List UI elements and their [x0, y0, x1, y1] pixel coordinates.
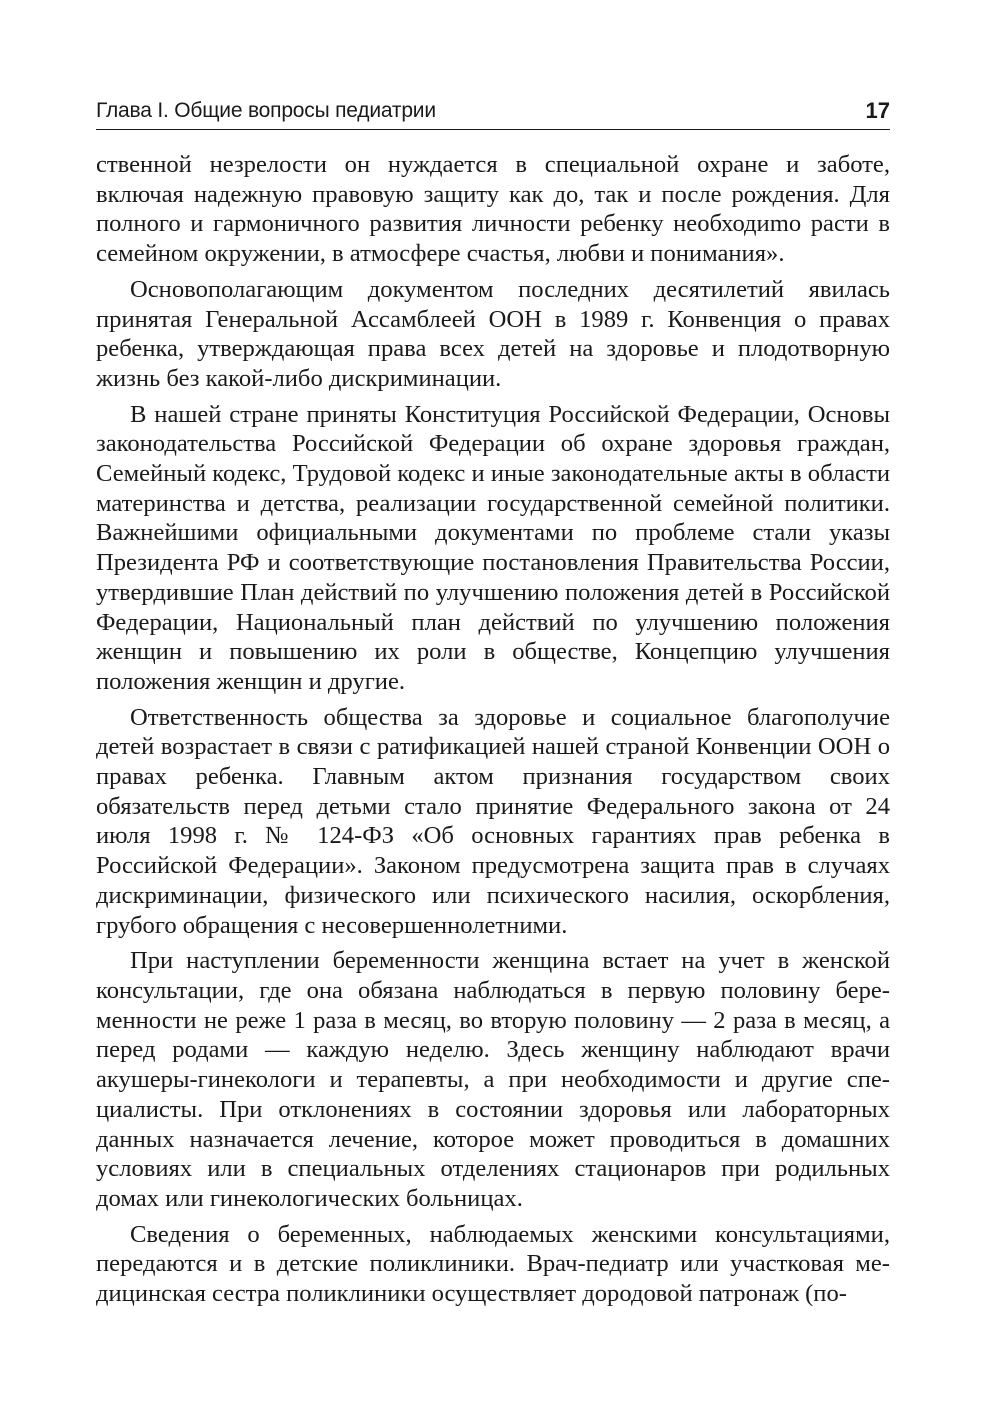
paragraph-information: Сведения о беременных, наблюдаемых женскими консультациями, передаются и в детские поликлиники. Врач-педиатр или участковая медицинская сестра поликлиники осуществляет дородовой патронаж (по- — [96, 1220, 890, 1308]
paragraph-continuation: ственной незрелости он нуждается в специальной охране и заботе, включая надежную правовую защиту как до, так и после рождения. Для полного и гармоничного развития личности ребенку необходиmо расти в семейном окружении, в атмосфере счастья, любви и понимания». — [96, 151, 890, 268]
paragraph-legislation: В нашей стране приняты Конституция Российской Федерации, Основы законодательства Российской Федерации об охране здоровья граждан, Семейный кодекс, Трудовой кодекс и иные законодательные акты в области материнства и детства, реализации государственной семейной политики. Важнейшими официальными документами по проблеме стали указы Президента РФ и соответствующие постановления Правительства России, утвердившие План действий по улучшению положения детей в Российской Федерации, Национальный план действий по улучшению положения женщин и повышению их роли в обществе, Концепцию улучшения положения женщин и другие. — [96, 400, 890, 695]
paragraph-convention: Основополагающим документом последних десятилетий явилась принятая Генеральной Ассамблеей ООН в 1989 г. Конвенция о правах ребенка, утверждающая права всех детей на здоровье и плодотворную жизнь без какой-либо дискриминации. — [96, 275, 890, 392]
page-number: 17 — [865, 98, 890, 123]
paragraph-pregnancy: При наступлении беременности женщина встает на учет в женской консультации, где она обязана наблюдаться в первую половину беременности не реже 1 раза в месяц, во вторую половину — 2 раза в месяц, а перед родами — каждую неделю. Здесь женщину наблюдают врачи акушеры-гинекологи и терапевты, а при необходимости и другие специалисты. При отклонениях в состоянии здоровья или лабораторных данных назначается лечение, которое может проводиться в домашних условиях или в специальных отделениях стационаров при родильных домах или гинекологических больницах. — [96, 947, 890, 1212]
body-text — [96, 150, 890, 1309]
chapter-title: Глава I. Общие вопросы педиатрии — [96, 99, 436, 122]
paragraph-responsibility: Ответственность общества за здоровье и социальное благополучие детей возрастает в связи с ратификацией нашей страной Конвенции ООН о правах ребенка. Главным актом признания государством своих обязательств перед детьми стало принятие Федерального закона от 24 июля 1998 г. № 124-ФЗ «Об основных гарантиях прав ребенка в Российской Федерации». Законом предусмотрена защита прав в случаях дискриминации, физического или психического насилия, оскорбления, грубого обращения с несовершеннолетними. — [96, 703, 890, 939]
book-page — [96, 98, 890, 1309]
running-head — [96, 98, 890, 130]
